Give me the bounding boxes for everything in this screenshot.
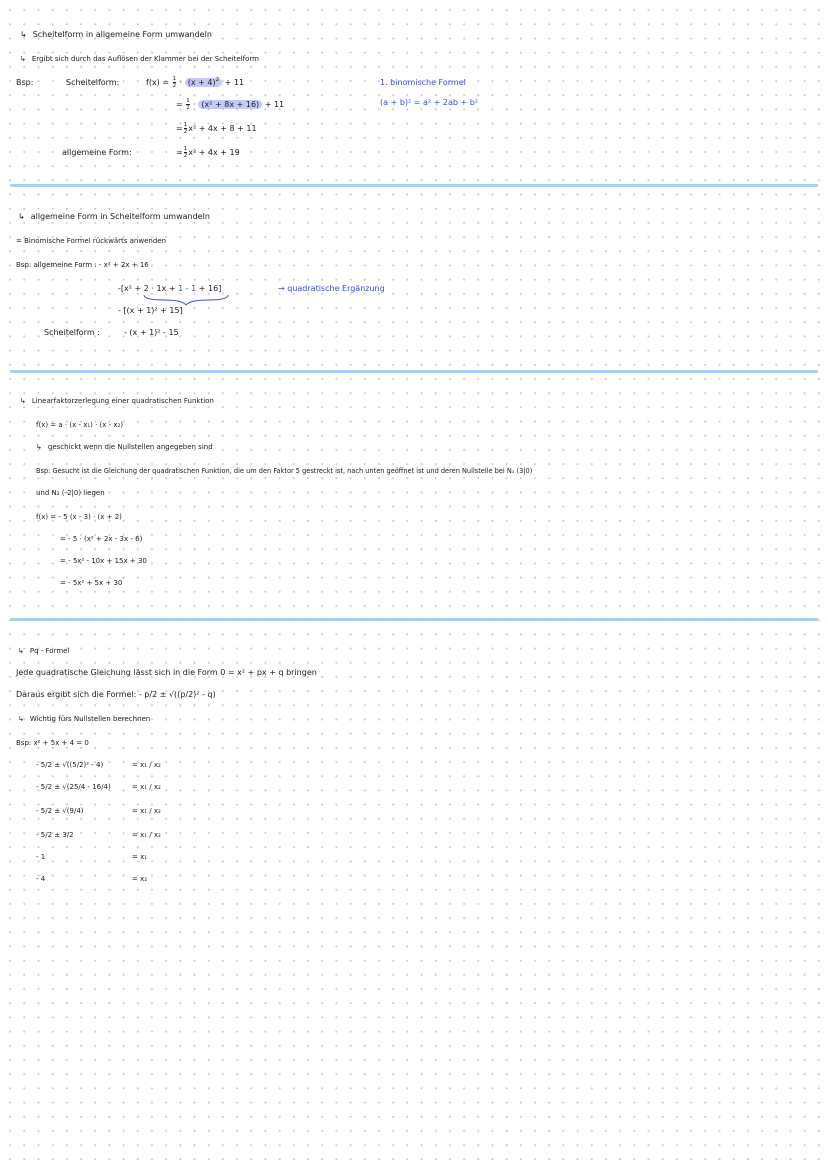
pq-row-3-right: = x₁ / x₂ [132,807,161,815]
s1-label-allgemeine: allgemeine Form: [62,148,132,157]
s3-eq3: = - 5x² - 10x + 15x + 30 [60,557,147,565]
s1-eq1: f(x) = $\frac{1}{2}$ · $(x + 4)^2 + 11$ [146,76,245,89]
arrow-icon: ↳ [18,212,25,221]
arrow-icon: ↳ [36,443,42,451]
highlight-binomial: $(x + 4)^2$ [185,78,222,87]
arrow-icon: ↳ [18,647,24,655]
arrow-icon: ↳ [20,397,26,405]
section2-title: ↳ allgemeine Form in Scheitelform umwandeln [18,212,210,221]
s2-bsp: Bsp: allgemeine Form : - x² + 2x + 16 [16,261,149,269]
s4-line3: ↳ Wichtig fürs Nullstellen berechnen [18,715,151,723]
s3-formula: f(x) = a · (x - x₁) · (x - x₂) [36,421,124,429]
s2-eq3: - (x + 1)² - 15 [124,328,179,337]
pq-row-5-left: - 1 [36,853,46,861]
fraction: $\frac{1}{2}$ [186,98,190,111]
pq-row-2-right: = x₁ / x₂ [132,783,161,791]
binom-formula: (a + b)² = a² + 2ab + b² [380,98,479,107]
s1-bsp: Bsp: [16,78,34,87]
section4-title: ↳ Pq - Formel [18,647,70,655]
s4-line1: Jede quadratische Gleichung lässt sich in die Form 0 = x² + px + q bringen [16,668,317,677]
s3-eq1: f(x) = - 5 (x - 3) · (x + 2) [36,513,122,521]
pq-row-4-right: = x₁ / x₂ [132,831,161,839]
s2-eq2: - [(x + 1)² + 15] [118,306,183,315]
divider [10,184,818,187]
quadratische-ergaenzung-label: → quadratische Ergänzung [278,284,385,293]
pq-row-1-right: = x₁ / x₂ [132,761,161,769]
fraction: $\frac{1}{2}$ [183,122,188,135]
s4-bsp: Bsp: x² + 5x + 4 = 0 [16,739,89,747]
binom-title: 1. binomische Formel [380,78,466,87]
arrow-icon: ↳ [20,55,26,63]
s1-eq4: = $\frac{1}{2}$ x² + 4x + 19 [176,146,240,159]
fraction: $\frac{1}{2}$ [183,146,188,159]
curly-brace-icon [142,293,232,307]
s1-eq2: = $\frac{1}{2}$ · (x² + 8x + 16) + 11 [176,98,285,111]
highlight-expanded: (x² + 8x + 16) [198,100,262,109]
arrow-icon: ↳ [20,30,27,39]
s3-eq4: = - 5x² + 5x + 30 [60,579,123,587]
s3-eq2: = - 5 · (x² + 2x - 3x - 6) [60,535,143,543]
s2-added-term: 1 - 1 [178,284,197,293]
s1-eq3: = $\frac{1}{2}$ x² + 4x + 8 + 11 [176,122,257,135]
s1-label-scheitelform: Scheitelform: [66,78,120,87]
section3-title: ↳ Linearfaktorzerlegung einer quadratischen Funktion [20,397,214,405]
divider [10,618,818,621]
divider [10,370,818,373]
fraction: $\frac{1}{2}$ [172,76,177,89]
s3-note: ↳ geschickt wenn die Nullstellen angegeben sind [36,443,213,451]
s2-eq1: -[x² + 2 · 1x + 1 - 1 + 16] [118,284,222,293]
pq-row-1-left: - 5/2 ± √((5/2)² - 4) [36,761,104,769]
section1-subtitle: ↳ Ergibt sich durch das Auflösen der Klammer bei der Scheitelform [20,55,260,63]
s3-bsp-line2: und N₂ (-2|0) liegen [36,489,105,497]
pq-row-4-left: - 5/2 ± 3/2 [36,831,74,839]
pq-row-5-right: = x₁ [132,853,148,861]
s2-label-scheitelform: Scheitelform : [44,328,100,337]
s3-bsp-line1: Bsp: Gesucht ist die Gleichung der quadratischen Funktion, die um den Faktor 5 gestreckt ist, nach unten geöffnet ist und deren Nullstelle bei N₁ (3|0) [36,467,533,475]
pq-row-2-left: - 5/2 ± √(25/4 - 16/4) [36,783,111,791]
pq-row-3-left: - 5/2 ± √(9/4) [36,807,84,815]
arrow-icon: ↳ [18,715,24,723]
pq-row-6-left: - 4 [36,875,46,883]
pq-row-6-right: = x₂ [132,875,148,883]
section2-subtitle: = Binomische Formel rückwärts anwenden [16,237,167,245]
section1-title: ↳ Scheitelform in allgemeine Form umwandeln [20,30,212,39]
s4-line2: Daraus ergibt sich die Formel: - p/2 ± √((p/2)² - q) [16,690,216,699]
